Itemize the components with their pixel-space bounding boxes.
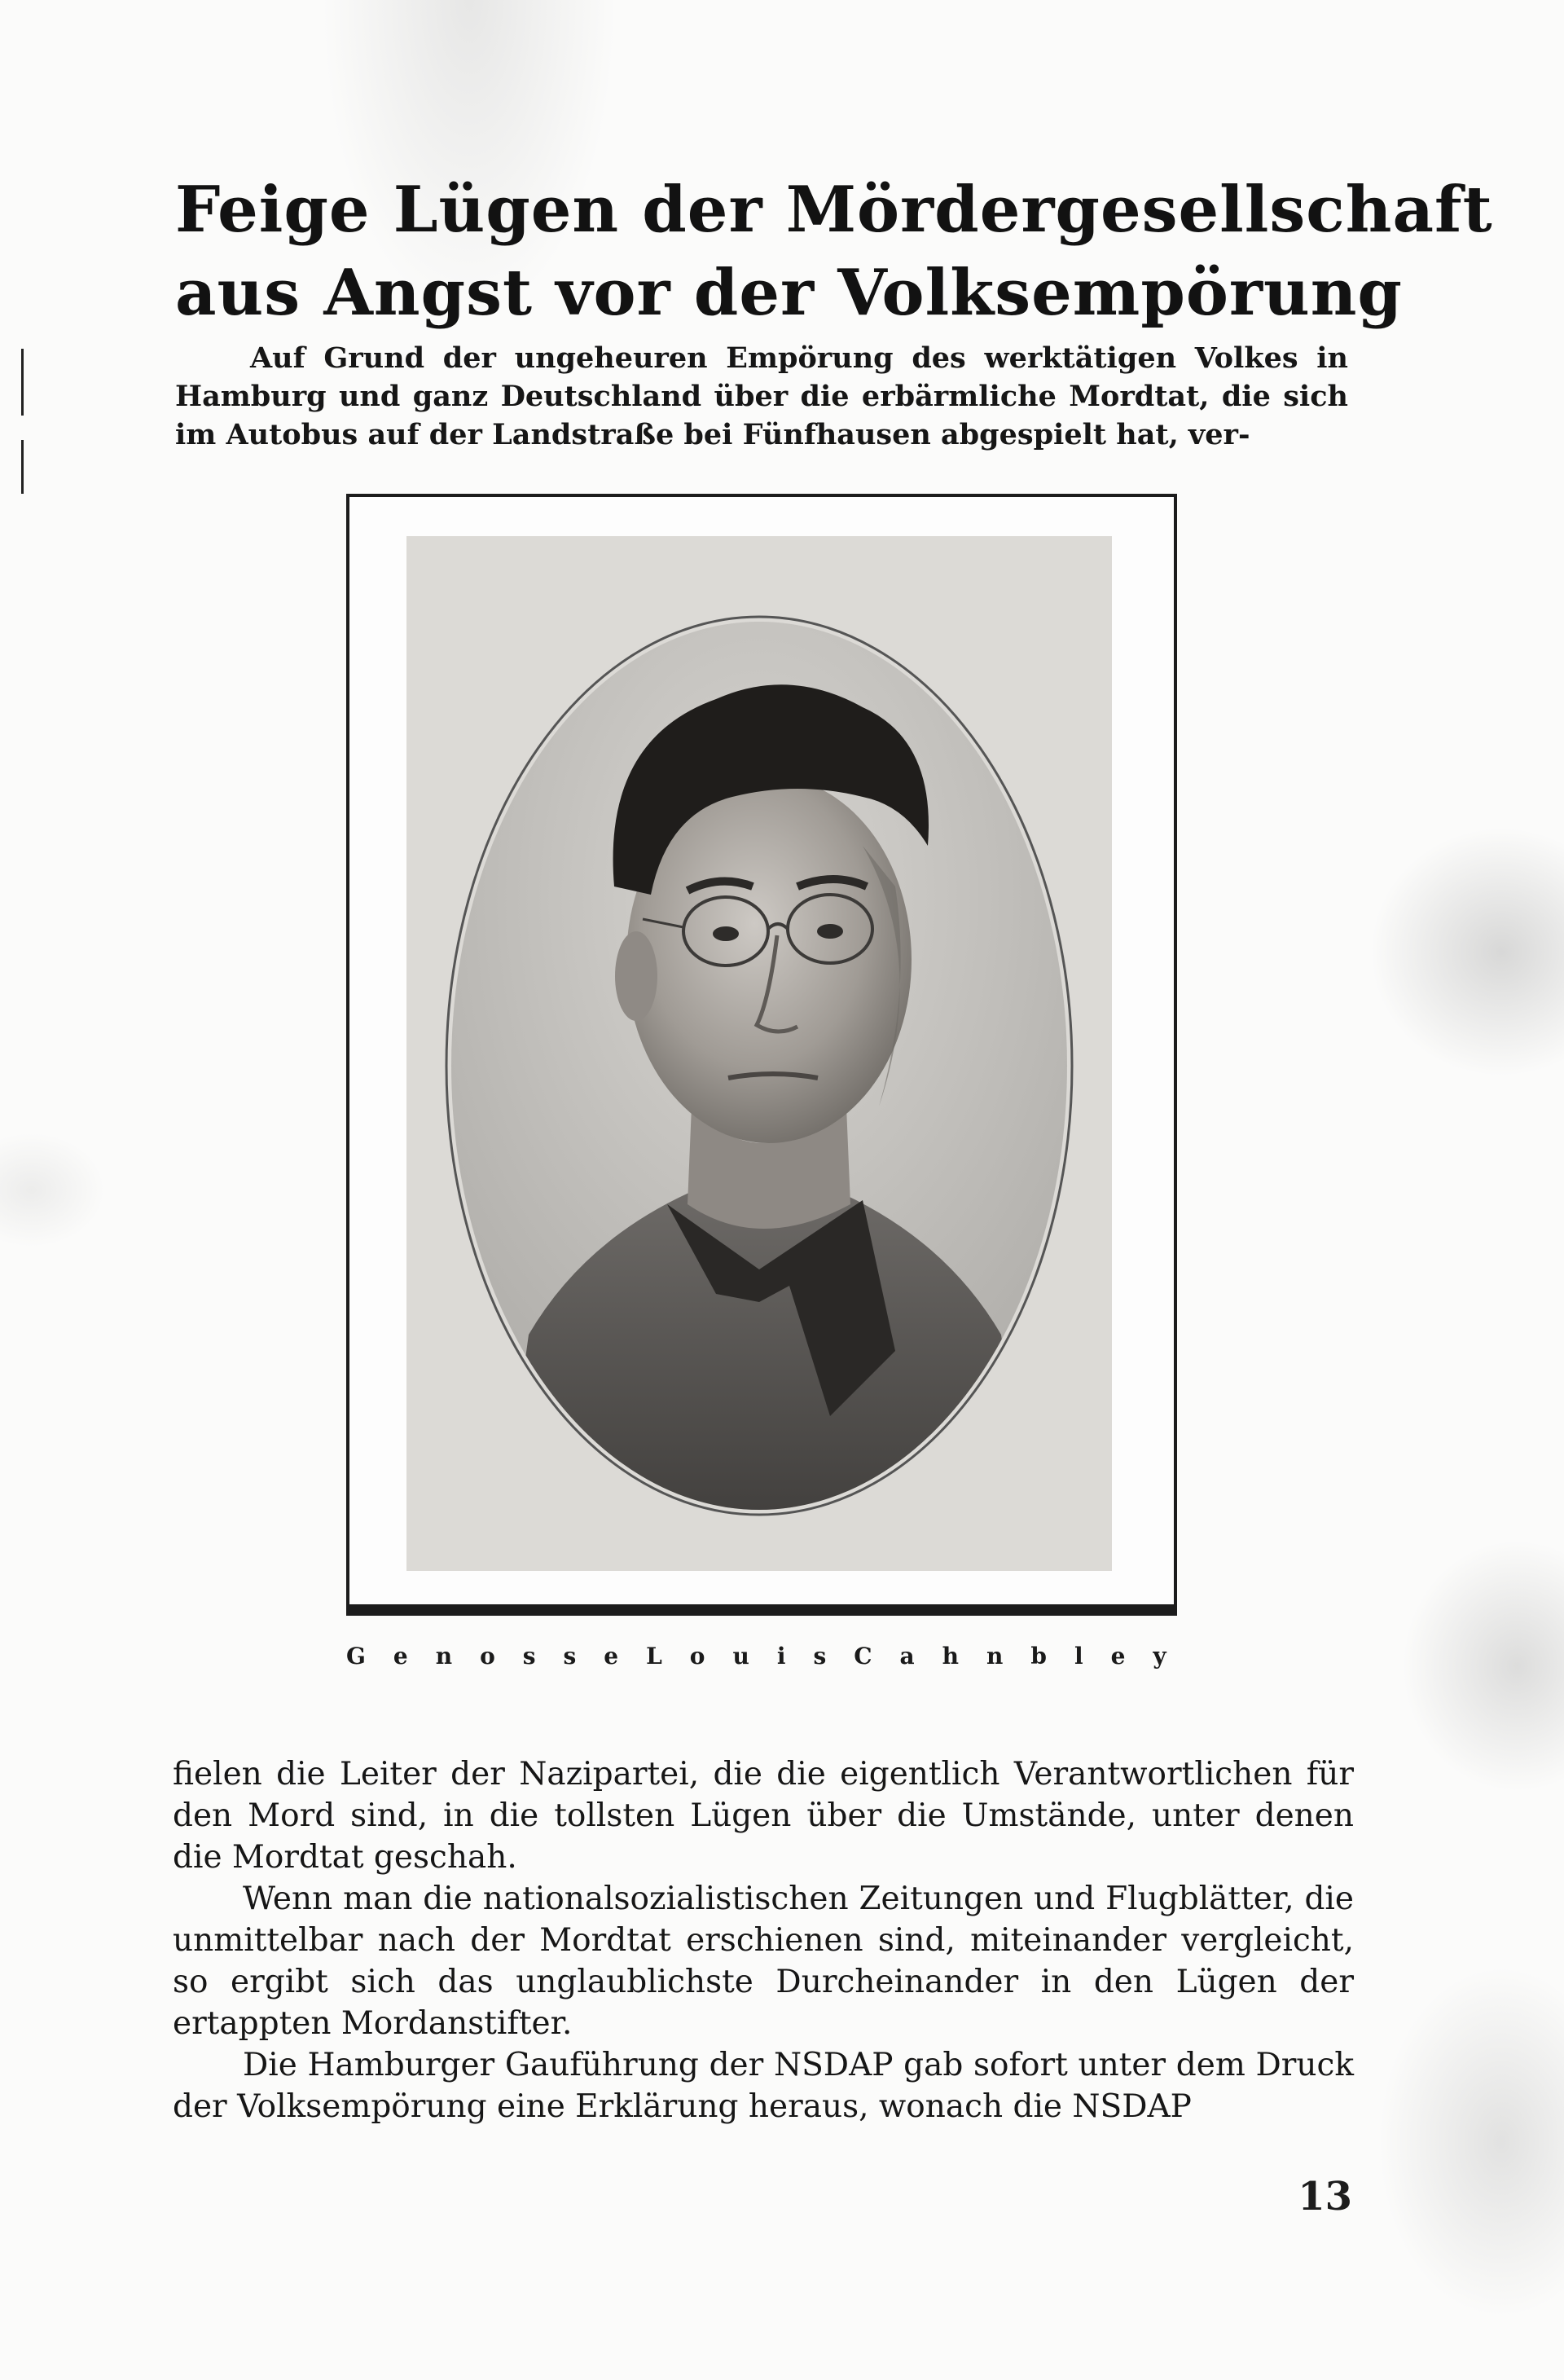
margin-mark-bottom: [21, 440, 24, 494]
page-number: 13: [1298, 2174, 1352, 2219]
caption-word-2: Louis: [646, 1643, 854, 1670]
margin-mark-top: [21, 349, 24, 416]
photo-caption: [346, 1643, 1194, 1670]
caption-word-1: Genosse: [346, 1643, 647, 1670]
body-paragraph-3: Die Hamburger Gauführung der NSDAP gab sofort unter dem Druck der Volksempörung eine Erklärung heraus, wonach die NSDAP: [173, 2047, 1354, 2125]
headline-line-2: aus Angst vor der Volksempörung: [175, 256, 1403, 330]
photo-background: [406, 536, 1112, 1571]
portrait-photo: [406, 536, 1112, 1571]
headline-line-1: Feige Lügen der Mördergesellschaft: [175, 173, 1493, 247]
body-paragraph-1: fielen die Leiter der Nazipartei, die die eigentlich Verantwortlichen für den Mord sind, in die tollsten Lügen über die Umstände, unter denen die Mordtat geschah.: [173, 1756, 1354, 1876]
photo-frame: [346, 494, 1177, 1616]
lead-paragraph: Auf Grund der ungeheuren Empörung des werktätigen Volkes in Hamburg und ganz Deutschland über die erbärmliche Mordtat, die sich im Autobus auf der Landstraße bei Fünfhausen abgespielt hat, ver-: [175, 341, 1348, 451]
body-paragraph-2: Wenn man die nationalsozialistischen Zeitungen und Flugblätter, die unmittelbar nach der Mordtat erschienen sind, miteinander vergleicht, so ergibt sich das unglaublichste Durcheinander in den Lügen der ertappten Mordanstifter.: [173, 1881, 1354, 2042]
caption-word-3: Cahnbley: [854, 1643, 1194, 1670]
